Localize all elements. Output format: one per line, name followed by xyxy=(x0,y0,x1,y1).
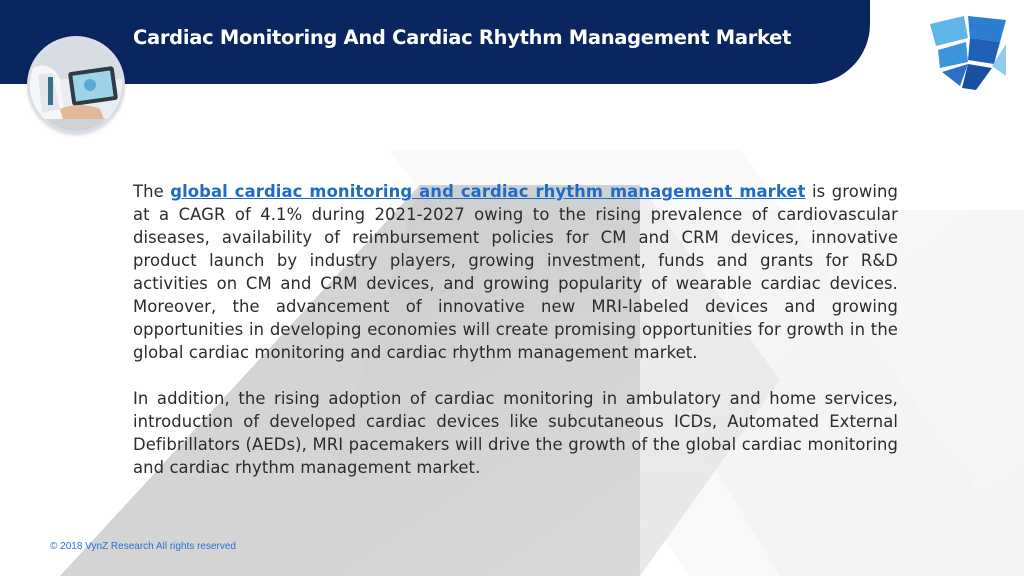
p1-prefix: The xyxy=(133,182,164,201)
paragraph-2: In addition, the rising adoption of cardiac monitoring in ambulatory and home services, introduction of developed cardiac devices like subcutaneous ICDs, Automated External Defibrillators (AEDs), MRI pacemakers will drive the growth of the global cardiac monitoring and cardiac rhythm management market. xyxy=(133,389,898,477)
body-text xyxy=(133,180,898,479)
copyright-footer: © 2018 VynZ Research All rights reserved xyxy=(50,541,236,552)
doctor-tablet-photo xyxy=(30,39,122,131)
market-link[interactable]: global cardiac monitoring and cardiac rhythm management market xyxy=(170,182,806,201)
doctor-tablet-icon xyxy=(30,39,122,131)
paragraph-1 xyxy=(133,180,898,364)
vynz-logo-icon xyxy=(930,16,1006,90)
page-title: Cardiac Monitoring And Cardiac Rhythm Management Market xyxy=(133,26,792,49)
p1-rest: is growing at a CAGR of 4.1% during 2021-2027 owing to the rising prevalence of cardiovascular diseases, availability of reimbursement policies for CM and CRM devices, innovative product launch by industry players, growing investment, funds and grants for R&D activities on CM and CRM devices, and growing popularity of wearable cardiac devices. Moreover, the advancement of innovative new MRI-labeled devices and growing opportunities in developing economies will create promising opportunities for growth in the global cardiac monitoring and cardiac rhythm management market. xyxy=(133,182,899,362)
